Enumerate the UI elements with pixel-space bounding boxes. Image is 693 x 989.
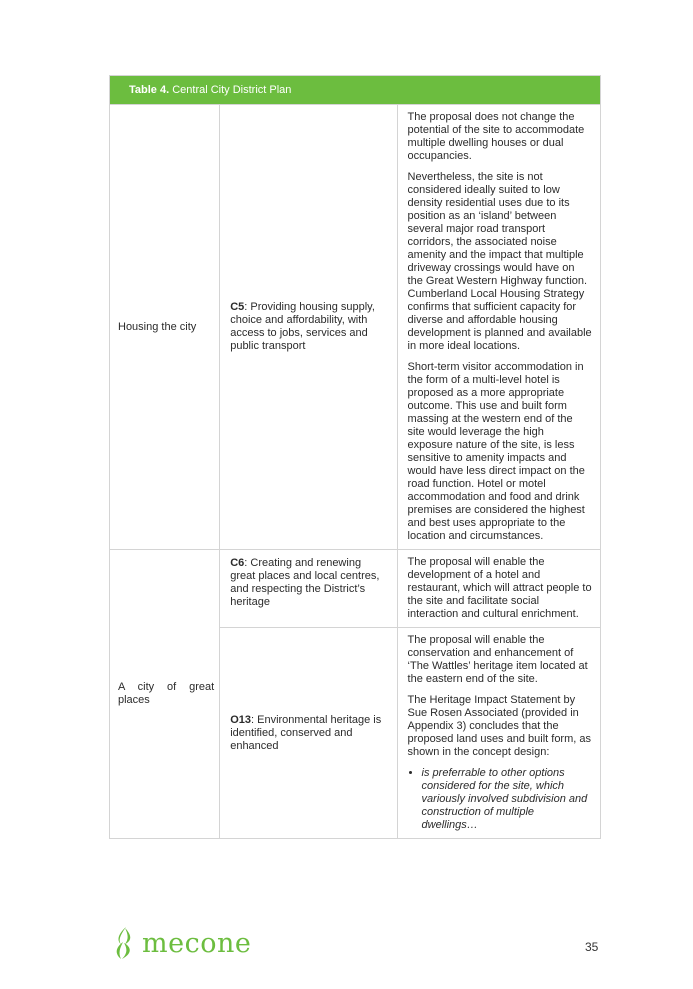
objective-cell bbox=[220, 550, 397, 628]
comment-paragraph: The proposal will enable the conservation and enhancement of ‘The Wattles’ heritage item located at the eastern end of the site. bbox=[407, 634, 588, 685]
table-row bbox=[110, 550, 601, 628]
mecone-logo bbox=[112, 926, 251, 960]
comment-cell bbox=[397, 105, 600, 550]
table-title bbox=[110, 76, 601, 105]
comment-paragraph: The Heritage Impact Statement by Sue Rosen Associated (provided in Appendix 3) concludes that the proposed land uses and built form, as shown in the concept design: bbox=[407, 694, 591, 758]
objective-code: C6 bbox=[230, 557, 245, 569]
category-cell bbox=[110, 550, 220, 839]
objective-code: C5 bbox=[230, 301, 245, 313]
comment-bullet-list bbox=[408, 767, 592, 832]
category-cell bbox=[110, 105, 220, 550]
comment-cell bbox=[397, 550, 600, 628]
comment-paragraph: The proposal does not change the potential of the site to accommodate multiple dwelling houses or dual occupancies. bbox=[407, 111, 585, 162]
objective-code: O13 bbox=[230, 713, 251, 726]
table-title-text: Central City District Plan bbox=[172, 84, 292, 96]
table-header-row bbox=[110, 76, 601, 105]
leaf-icon bbox=[112, 926, 138, 960]
table-row bbox=[110, 105, 601, 550]
category-label: A city of great places bbox=[118, 681, 215, 706]
objective-text: : Environmental heritage is identified, conserved and enhanced bbox=[230, 713, 382, 752]
logo-text: mecone bbox=[142, 927, 252, 959]
district-plan-table bbox=[109, 75, 601, 839]
table-title-bold: Table 4. bbox=[129, 84, 170, 96]
objective-cell bbox=[220, 628, 397, 839]
comment-paragraph: Short-term visitor accommodation in the form of a multi-level hotel is proposed as a more appropriate outcome. This use and built form massing at the western end of the site would leverage the high exposure nature of the site, is less sensitive to amenity impacts and would have less direct impact on the road function. Hotel or motel accommodation and food and drink premises are considered the highest and best uses appropriate to the location and circumstances. bbox=[407, 361, 585, 542]
comment-paragraph: Nevertheless, the site is not considered ideally suited to low density residential uses due to its position as an ‘island’ between several major road transport corridors, the associated noise amenity and the impact that multiple driveway crossings would have on the Great Western Highway function. Cumberland Local Housing Strategy confirms that sufficient capacity for diverse and affordable housing development is planned and available in more ideal locations. bbox=[407, 171, 592, 352]
comment-bullet: • is preferrable to other options considered for the site, which variously involved subdivision and construction of multiple dwellings… bbox=[422, 767, 592, 832]
comment-cell bbox=[397, 628, 600, 839]
comment-paragraph: The proposal will enable the development of a hotel and restaurant, which will attract people to the site and facilitate social interaction and cultural enrichment. bbox=[407, 556, 592, 620]
category-label: Housing the city bbox=[118, 320, 197, 333]
objective-text: : Creating and renewing great places and local centres, and respecting the District’s heritage bbox=[230, 557, 380, 608]
objective-cell bbox=[220, 105, 397, 550]
page-number: 35 bbox=[585, 940, 599, 954]
objective-text: : Providing housing supply, choice and affordability, with access to jobs, services and public transport bbox=[230, 301, 375, 352]
